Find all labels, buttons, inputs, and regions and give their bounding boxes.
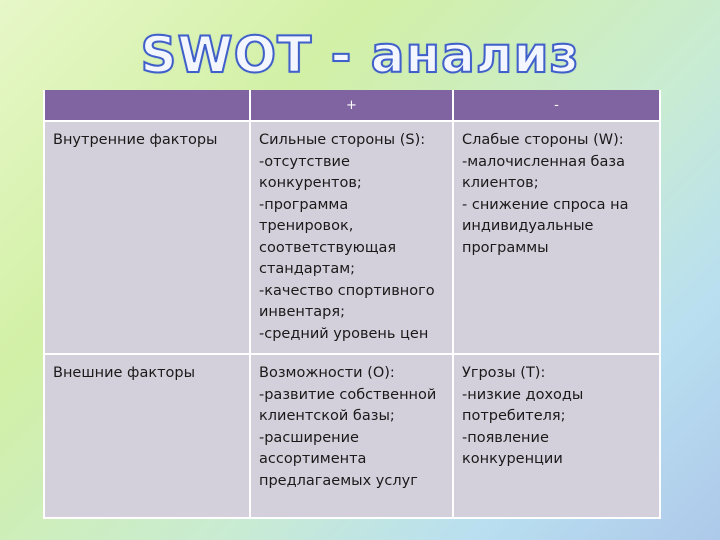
header-cell-minus: -: [453, 90, 660, 121]
page-title: SWOT - анализ: [140, 26, 580, 84]
table-row-external: [44, 354, 660, 518]
header-cell-plus: +: [250, 90, 453, 121]
cell-threats: Угрозы (T): -низкие доходы потребителя; -появление конкуренции: [453, 354, 660, 518]
table-header-row: [44, 90, 660, 121]
row-label-internal: Внутренние факторы: [44, 121, 250, 354]
swot-table: [43, 90, 659, 508]
table-row-internal: [44, 121, 660, 354]
cell-opportunities: Возможности (O): -развитие собственной клиентской базы; -расширение ассортимента предлагаемых услуг: [250, 354, 453, 518]
cell-weaknesses: Слабые стороны (W): -малочисленная база клиентов; - снижение спроса на индивидуальные программы: [453, 121, 660, 354]
row-label-external: Внешние факторы: [44, 354, 250, 518]
header-cell-factor: [44, 90, 250, 121]
cell-strengths: Сильные стороны (S): -отсутствие конкурентов; -программа тренировок, соответствующая стандартам; -качество спортивного инвентаря; -средний уровень цен: [250, 121, 453, 354]
